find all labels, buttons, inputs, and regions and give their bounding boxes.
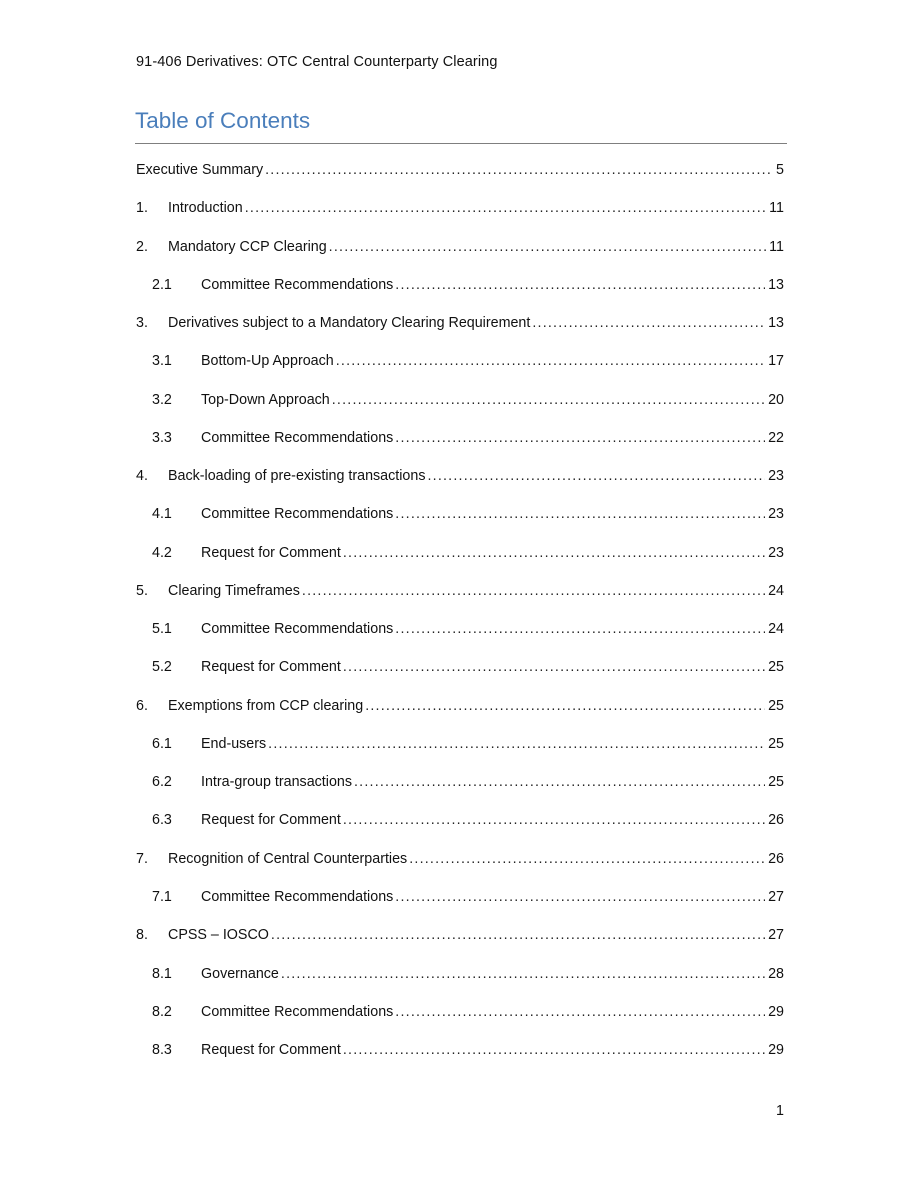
toc-entry-title: Committee Recommendations xyxy=(201,506,394,523)
dot-leader xyxy=(271,925,765,945)
toc-entry[interactable] xyxy=(152,1002,784,1022)
toc-entry[interactable] xyxy=(136,313,784,333)
toc-entry-title: Request for Comment xyxy=(201,812,341,829)
toc-entry-page: 26 xyxy=(768,850,784,867)
dot-leader xyxy=(395,504,765,524)
dot-leader xyxy=(409,849,765,869)
toc-entry-number: 6.1 xyxy=(152,735,172,752)
toc-title: Table of Contents xyxy=(135,108,311,133)
dot-leader xyxy=(395,428,765,448)
toc-entry[interactable] xyxy=(152,810,784,830)
toc-entry-title: Committee Recommendations xyxy=(201,888,394,905)
toc-entry-page: 24 xyxy=(768,621,784,638)
toc-entry-page: 22 xyxy=(768,429,784,446)
toc-entry-number: 4. xyxy=(136,468,148,485)
toc-entry-title: Recognition of Central Counterparties xyxy=(168,850,408,867)
toc-entry-number: 3.2 xyxy=(152,391,172,408)
toc-entry-title: CPSS – IOSCO xyxy=(168,927,269,944)
toc-entry[interactable] xyxy=(152,543,784,563)
toc-entry-page: 25 xyxy=(768,774,784,791)
toc-entry-number: 3.3 xyxy=(152,429,172,446)
toc-entry-title: Executive Summary xyxy=(136,162,264,178)
toc-entry-page: 25 xyxy=(768,659,784,676)
toc-entry[interactable] xyxy=(152,428,784,448)
toc-entry-title: Committee Recommendations xyxy=(201,621,394,638)
toc-entry[interactable] xyxy=(136,696,784,716)
toc-entry-number: 1. xyxy=(136,200,148,217)
toc-entry[interactable] xyxy=(136,466,784,486)
toc-entry-page: 29 xyxy=(768,1042,784,1058)
toc-entry[interactable] xyxy=(136,581,784,601)
dot-leader xyxy=(265,160,773,180)
dot-leader xyxy=(245,198,766,218)
toc-entry[interactable] xyxy=(152,390,784,410)
toc-entry-title: Request for Comment xyxy=(201,1042,341,1058)
toc-entry[interactable] xyxy=(152,275,784,295)
toc-entry-number: 6.3 xyxy=(152,812,172,829)
toc-entry-number: 8.1 xyxy=(152,965,172,982)
dot-leader xyxy=(343,543,765,563)
dot-leader xyxy=(395,275,765,295)
toc-entry-number: 2.1 xyxy=(152,276,172,293)
toc-entry-title: Committee Recommendations xyxy=(201,1003,394,1020)
toc-entry-number: 4.1 xyxy=(152,506,172,523)
dot-leader xyxy=(343,657,765,677)
toc-entry-title: Request for Comment xyxy=(201,544,341,561)
toc-entry-number: 6. xyxy=(136,697,148,714)
toc-entry-page: 24 xyxy=(768,582,784,599)
toc-entry-title: Top-Down Approach xyxy=(201,391,330,408)
toc-entry[interactable] xyxy=(152,504,784,524)
dot-leader xyxy=(281,964,765,984)
toc-entry-number: 5.2 xyxy=(152,659,172,676)
toc-entry[interactable] xyxy=(136,237,784,257)
toc-entry-title: Request for Comment xyxy=(201,659,341,676)
toc-entry-page: 20 xyxy=(768,391,784,408)
toc-entry-number: 3. xyxy=(136,315,148,331)
toc-entry-page: 11 xyxy=(769,200,784,217)
dot-leader xyxy=(395,1002,765,1022)
toc-entry[interactable] xyxy=(152,351,784,371)
toc-entry-page: 26 xyxy=(768,812,784,829)
toc-entry-page: 11 xyxy=(769,238,784,255)
toc-entry-number: 3.1 xyxy=(152,353,172,370)
toc-entry-title: Mandatory CCP Clearing xyxy=(168,238,327,255)
toc-entry-page: 5 xyxy=(776,162,784,178)
toc-entry-number: 8.2 xyxy=(152,1003,172,1020)
toc-entry-page: 29 xyxy=(768,1003,784,1020)
toc-entry-page: 23 xyxy=(768,468,784,485)
dot-leader xyxy=(354,772,765,792)
toc-entry[interactable] xyxy=(152,1040,784,1060)
toc-entry[interactable] xyxy=(136,198,784,218)
toc-entry-title: Derivatives subject to a Mandatory Clearing Requirement xyxy=(168,315,531,331)
toc-entry[interactable] xyxy=(152,887,784,907)
toc-entry-title: Introduction xyxy=(168,200,243,217)
toc-entry-title: Committee Recommendations xyxy=(201,276,394,293)
toc-entry-page: 17 xyxy=(768,353,784,370)
toc-entry-page: 27 xyxy=(768,888,784,905)
dot-leader xyxy=(343,810,765,830)
dot-leader xyxy=(365,696,765,716)
toc-entry-title: Back-loading of pre-existing transactions xyxy=(168,468,426,485)
dot-leader xyxy=(532,313,765,333)
dot-leader xyxy=(329,237,766,257)
running-header: 91-406 Derivatives: OTC Central Counterparty Clearing xyxy=(136,54,498,70)
toc-entry-number: 8. xyxy=(136,927,148,944)
toc-entry-number: 5.1 xyxy=(152,621,172,638)
toc-entry-number: 7.1 xyxy=(152,888,172,905)
toc-entry[interactable] xyxy=(152,734,784,754)
toc-entry-title: Governance xyxy=(201,965,279,982)
toc-entry-number: 6.2 xyxy=(152,774,172,791)
dot-leader xyxy=(332,390,765,410)
dot-leader xyxy=(395,887,765,907)
toc-entry-page: 23 xyxy=(768,544,784,561)
toc-entry-number: 8.3 xyxy=(152,1042,172,1058)
toc-entry-title: Committee Recommendations xyxy=(201,429,394,446)
page-number: 1 xyxy=(776,1103,784,1119)
toc-entry[interactable] xyxy=(152,657,784,677)
toc-entry-page: 28 xyxy=(768,965,784,982)
toc-entry-number: 5. xyxy=(136,582,148,599)
dot-leader xyxy=(268,734,765,754)
toc-entry[interactable] xyxy=(152,619,784,639)
toc-entry-page: 13 xyxy=(768,315,784,331)
toc-entry-number: 2. xyxy=(136,238,148,255)
toc-entry-page: 23 xyxy=(768,506,784,523)
toc-entry-number: 7. xyxy=(136,850,148,867)
toc-entry-title: Exemptions from CCP clearing xyxy=(168,697,364,714)
toc-entry-page: 27 xyxy=(768,927,784,944)
toc-entry-title: Clearing Timeframes xyxy=(168,582,300,599)
toc-entry-page: 25 xyxy=(768,697,784,714)
toc-entry-number: 4.2 xyxy=(152,544,172,561)
dot-leader xyxy=(302,581,765,601)
toc-entry-title: End-users xyxy=(201,735,267,752)
toc-entry[interactable] xyxy=(152,964,784,984)
toc-entry-title: Intra-group transactions xyxy=(201,774,352,791)
toc-entry-title: Bottom-Up Approach xyxy=(201,353,334,370)
toc-entry[interactable] xyxy=(136,925,784,945)
dot-leader xyxy=(343,1040,765,1060)
toc-entry-page: 13 xyxy=(768,276,784,293)
toc-entry[interactable] xyxy=(136,849,784,869)
dot-leader xyxy=(427,466,765,486)
dot-leader xyxy=(336,351,765,371)
dot-leader xyxy=(395,619,765,639)
toc-entry[interactable] xyxy=(136,160,784,180)
toc-entry-page: 25 xyxy=(768,735,784,752)
toc-entry[interactable] xyxy=(152,772,784,792)
